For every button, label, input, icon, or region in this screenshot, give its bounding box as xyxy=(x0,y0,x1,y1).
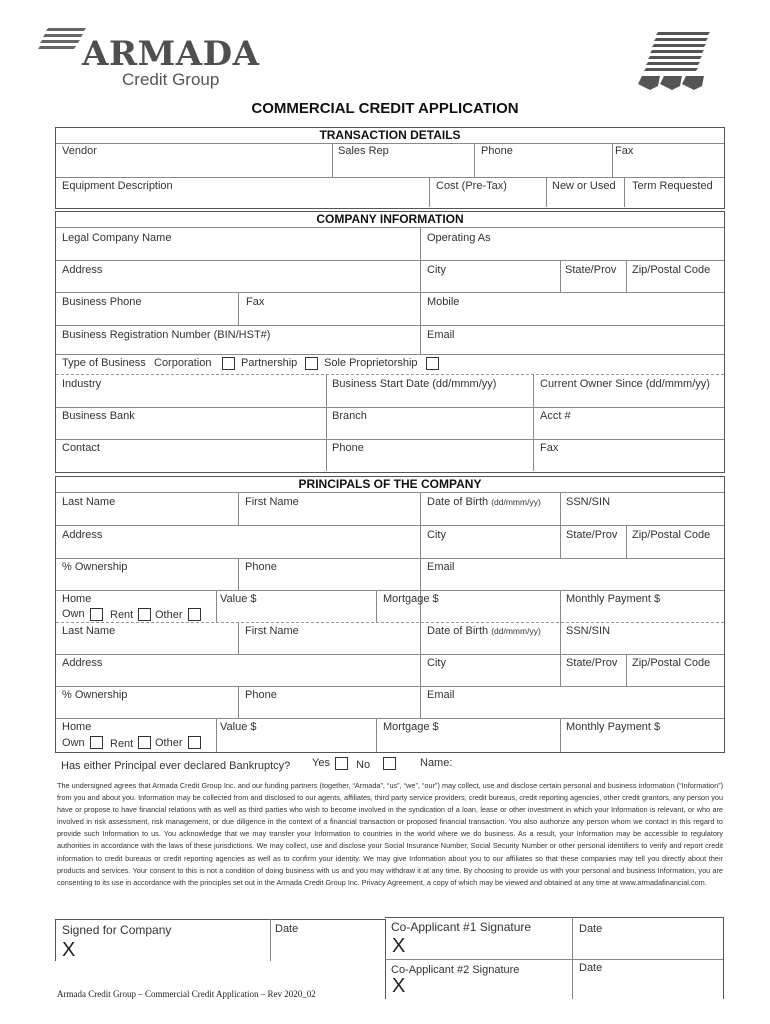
p1-zip-field[interactable]: Zip/Postal Code xyxy=(632,529,711,541)
p1-sin-field[interactable]: SSN/SIN xyxy=(566,496,611,508)
branch-field[interactable]: Branch xyxy=(332,410,367,422)
p1-address-field[interactable]: Address xyxy=(62,529,103,541)
p2-dob-field[interactable]: Date of Birth (dd/mmm/yy) xyxy=(427,625,541,637)
new-or-used-field[interactable]: New or Used xyxy=(552,180,616,192)
term-requested-field[interactable]: Term Requested xyxy=(632,180,713,192)
p2-state-prov-field[interactable]: State/Prov xyxy=(566,657,618,669)
brand-mark-icon xyxy=(636,30,712,92)
p1-first-name-field[interactable]: First Name xyxy=(245,496,299,508)
bankruptcy-no-label: No xyxy=(356,759,371,771)
p2-other-checkbox[interactable] xyxy=(188,736,201,749)
logo-subtitle: Credit Group xyxy=(122,70,220,89)
contact-phone-field[interactable]: Phone xyxy=(332,442,364,454)
p1-home-label: Home xyxy=(62,593,92,605)
co-applicant-1-signature-field[interactable]: X xyxy=(392,935,406,957)
acct-field[interactable]: Acct # xyxy=(540,410,571,422)
bankruptcy-yes-checkbox[interactable] xyxy=(335,757,348,770)
footer-text: Armada Credit Group – Commercial Credit Application – Rev 2020_02 xyxy=(57,989,316,999)
legal-company-name-field[interactable]: Legal Company Name xyxy=(62,232,172,244)
p2-email-field[interactable]: Email xyxy=(427,689,455,701)
p1-mortgage-field[interactable]: Mortgage $ xyxy=(383,593,439,605)
phone-field[interactable]: Phone xyxy=(481,145,513,157)
mobile-field[interactable]: Mobile xyxy=(427,296,460,308)
business-bank-field[interactable]: Business Bank xyxy=(62,410,135,422)
p1-last-name-field[interactable]: Last Name xyxy=(62,496,116,508)
co-applicant-1-label: Co-Applicant #1 Signature xyxy=(391,920,532,934)
p2-mortgage-field[interactable]: Mortgage $ xyxy=(383,721,439,733)
p1-email-field[interactable]: Email xyxy=(427,561,455,573)
equipment-description-field[interactable]: Equipment Description xyxy=(62,180,173,192)
form-title: COMMERCIAL CREDIT APPLICATION xyxy=(251,100,519,117)
p1-own-label: Own xyxy=(62,608,85,620)
p1-monthly-payment-field[interactable]: Monthly Payment $ xyxy=(566,593,661,605)
p1-city-field[interactable]: City xyxy=(427,529,446,541)
company-date-field[interactable]: Date xyxy=(275,923,299,935)
p2-phone-field[interactable]: Phone xyxy=(245,689,277,701)
p2-address-field[interactable]: Address xyxy=(62,657,103,669)
company-information-heading: COMPANY INFORMATION xyxy=(316,212,464,226)
p1-other-label: Other xyxy=(155,609,183,621)
transaction-details-section xyxy=(55,127,725,209)
p2-own-checkbox[interactable] xyxy=(90,736,103,749)
business-phone-field[interactable]: Business Phone xyxy=(62,296,142,308)
co-applicant-1-date-field[interactable]: Date xyxy=(579,923,603,935)
p1-state-prov-field[interactable]: State/Prov xyxy=(566,529,618,541)
p2-rent-checkbox[interactable] xyxy=(138,736,151,749)
principals-section xyxy=(55,476,725,753)
p1-rent-checkbox[interactable] xyxy=(138,608,151,621)
sole-proprietorship-checkbox[interactable] xyxy=(426,357,439,370)
p2-value-field[interactable]: Value $ xyxy=(220,721,257,733)
bankruptcy-yes-label: Yes xyxy=(312,757,330,769)
p1-value-field[interactable]: Value $ xyxy=(220,593,257,605)
p1-rent-label: Rent xyxy=(110,609,134,621)
principals-heading: PRINCIPALS OF THE COMPANY xyxy=(298,477,482,491)
p1-ownership-field[interactable]: % Ownership xyxy=(62,561,128,573)
company-signature-field[interactable]: X xyxy=(62,939,76,961)
address-field[interactable]: Address xyxy=(62,264,103,276)
p2-ownership-field[interactable]: % Ownership xyxy=(62,689,128,701)
contact-fax-field[interactable]: Fax xyxy=(540,442,559,454)
p1-phone-field[interactable]: Phone xyxy=(245,561,277,573)
state-prov-field[interactable]: State/Prov xyxy=(565,264,617,276)
logo-stripes-icon xyxy=(38,26,88,54)
operating-as-field[interactable]: Operating As xyxy=(427,232,491,244)
business-start-date-field[interactable]: Business Start Date (dd/mmm/yy) xyxy=(332,378,497,390)
bankruptcy-no-checkbox[interactable] xyxy=(383,757,396,770)
type-of-business-label: Type of Business xyxy=(62,357,146,369)
corporation-label: Corporation xyxy=(154,357,212,369)
sales-rep-field[interactable]: Sales Rep xyxy=(338,145,389,157)
p2-other-label: Other xyxy=(155,737,183,749)
fax-field[interactable]: Fax xyxy=(615,145,634,157)
sole-proprietorship-label: Sole Proprietorship xyxy=(324,357,418,369)
p2-own-label: Own xyxy=(62,737,85,749)
p2-city-field[interactable]: City xyxy=(427,657,446,669)
p1-dob-field[interactable]: Date of Birth (dd/mmm/yy) xyxy=(427,496,541,508)
partnership-label: Partnership xyxy=(241,357,298,369)
transaction-details-heading: TRANSACTION DETAILS xyxy=(319,128,461,142)
partnership-checkbox[interactable] xyxy=(305,357,318,370)
zip-field[interactable]: Zip/Postal Code xyxy=(632,264,711,276)
co-applicant-2-date-field[interactable]: Date xyxy=(579,962,603,974)
p2-last-name-field[interactable]: Last Name xyxy=(62,625,116,637)
co-applicant-2-signature-field[interactable]: X xyxy=(392,975,406,997)
p2-monthly-payment-field[interactable]: Monthly Payment $ xyxy=(566,721,661,733)
p2-first-name-field[interactable]: First Name xyxy=(245,625,299,637)
consent-paragraph: The undersigned agrees that Armada Credit Group Inc. and our funding partners (together, “Armada”, “us”, “we”, “our”) may collect, use and disclose certain personal and business information (“Information”) from you and about you. Information may be collected from and disclosed to our agents, affiliates, third party service providers, credit bureaus, credit reporting agencies, other credit grantors, any person you have or propose to have financial relations with as well as third parties who wish to become involved in the syndication of a loan, lease or other investment in which your Information is relevant, or who are involved in risk assessment, risk management, or due diligence in the context of a financial transaction or proposed financial transaction. You also authorize any person whom we contact in this regard to provide such Information to us. You acknowledge that we may transfer your Information to countries in the world where we do business. As a result, your Information may be accessible to regulatory authorities in accordance with the laws of these jurisdictions. We may collect, use and disclose your Social Insurance Number, Social Security Number or other personal identifiers to verify and report credit information to credit bureaus or credit reporting agencies as well as to confirm your identity. We may give Information about you to our affiliates so that these companies may tell you directly about their products and services. Your consent to this is not a condition of doing business with us and you may withdraw it at any time. By choosing to provide us with your personal and business Information, you are consenting to its use in accordance with the principles set out in the Armada Credit Group Inc. Privacy Agreement, a copy of which may be viewed and obtained at any time at www.armadafinancial.com. xyxy=(57,781,723,887)
contact-field[interactable]: Contact xyxy=(62,442,100,454)
bankruptcy-question: Has either Principal ever declared Bankruptcy? xyxy=(61,760,291,772)
corporation-checkbox[interactable] xyxy=(222,357,235,370)
vendor-field[interactable]: Vendor xyxy=(62,145,97,157)
p2-rent-label: Rent xyxy=(110,738,134,750)
business-fax-field[interactable]: Fax xyxy=(246,296,265,308)
signed-for-company-label: Signed for Company xyxy=(62,923,172,937)
p1-other-checkbox[interactable] xyxy=(188,608,201,621)
p2-zip-field[interactable]: Zip/Postal Code xyxy=(632,657,711,669)
industry-field[interactable]: Industry xyxy=(62,378,102,390)
logo-wordmark: ARMADA xyxy=(82,34,260,74)
bankruptcy-name-field[interactable]: Name: xyxy=(420,757,453,769)
city-field[interactable]: City xyxy=(427,264,446,276)
company-information-section xyxy=(55,211,725,473)
cost-field[interactable]: Cost (Pre-Tax) xyxy=(436,180,507,192)
owner-since-field[interactable]: Current Owner Since (dd/mmm/yy) xyxy=(540,378,710,390)
p2-sin-field[interactable]: SSN/SIN xyxy=(566,625,611,637)
email-field[interactable]: Email xyxy=(427,329,455,341)
co-applicant-2-label: Co-Applicant #2 Signature xyxy=(391,964,520,976)
bin-field[interactable]: Business Registration Number (BIN/HST#) xyxy=(62,329,271,341)
p2-home-label: Home xyxy=(62,721,92,733)
p1-own-checkbox[interactable] xyxy=(90,608,103,621)
